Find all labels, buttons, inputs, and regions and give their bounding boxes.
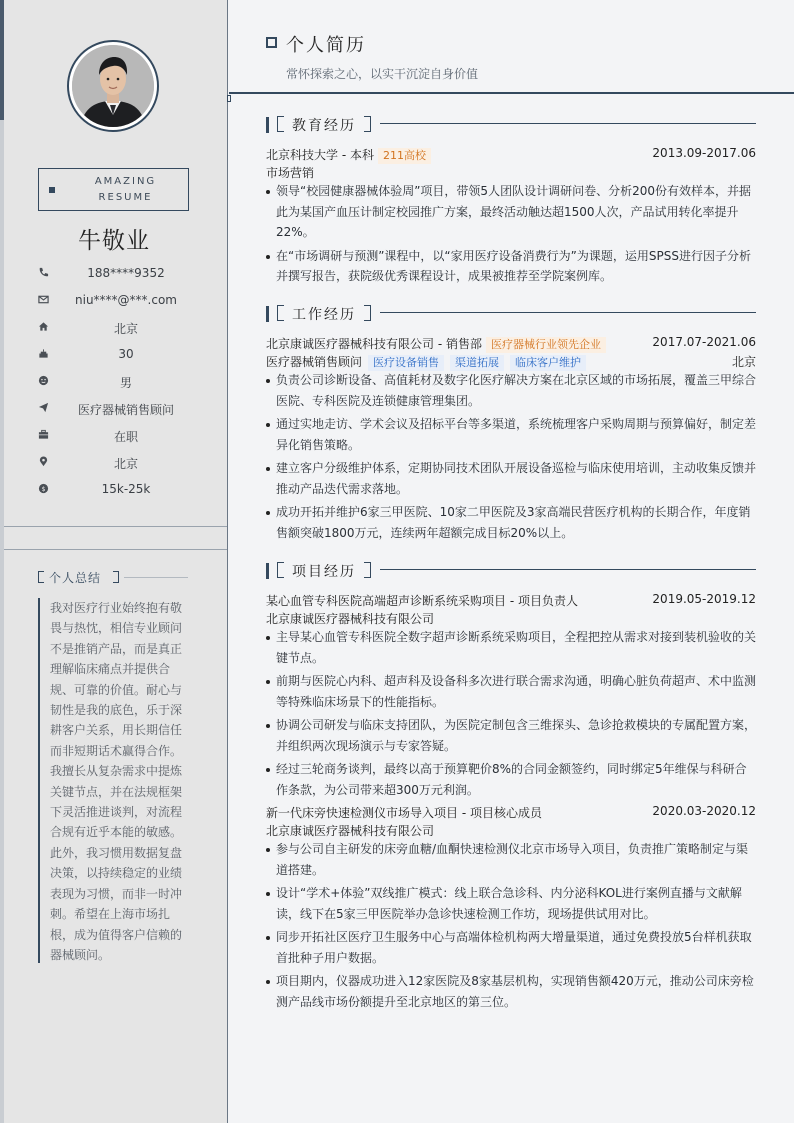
role-tag: 临床客户维护: [510, 355, 586, 371]
info-target-city: [36, 451, 196, 478]
bracket-left-icon: [277, 116, 284, 132]
list-item: 经过三轮商务谈判，最终以高于预算靶价8%的合同金额签约，同时绑定5年维保与科研合作条款，为公司带来超300万元利润。: [266, 759, 756, 800]
project-company-row: [266, 822, 756, 838]
company-tag: 医疗器械行业领先企业: [486, 337, 606, 353]
candidate-name: 牛敬业: [78, 228, 150, 254]
sidebar-edge-accent: [0, 0, 4, 120]
section-line: [380, 569, 756, 570]
section-line: [380, 312, 756, 313]
section-education-heading: [266, 116, 756, 134]
list-item: 协调公司研发与临床支持团队，为医院定制包含三维探头、急诊抢救模块的专属配置方案，并组织两次现场演示与专家答疑。: [266, 715, 756, 756]
role-tag: 医疗设备销售: [368, 355, 444, 371]
cake-icon: [36, 348, 50, 362]
section-projects-heading: [266, 562, 756, 580]
amazing-line2: RESUME: [98, 192, 153, 203]
bracket-right-icon: [364, 305, 371, 321]
salary-value: 15k-25k: [101, 482, 151, 496]
bracket-left-icon: [277, 562, 284, 578]
project-company: 北京康诚医疗器械科技有限公司: [266, 612, 435, 626]
sidebar-divider: [4, 526, 227, 527]
email-value: niu****@***.com: [75, 293, 177, 307]
briefcase-icon: [36, 429, 50, 443]
corner-mark: [227, 95, 231, 102]
summary-title: 个人总结: [49, 571, 102, 585]
project-date: 2019.05-2019.12: [652, 592, 756, 606]
project-entry-head: [266, 804, 756, 822]
education-bullets: [266, 181, 756, 290]
bracket-right-icon: [364, 116, 371, 132]
title-square-icon: [266, 37, 277, 48]
face-icon: [36, 375, 50, 389]
job-role: 医疗器械销售顾问: [266, 355, 363, 369]
school-tag: 211高校: [378, 148, 431, 164]
info-hometown: [36, 316, 196, 343]
phone-icon: [36, 267, 50, 281]
project-entry-head: [266, 592, 756, 610]
summary-heading: [38, 569, 188, 585]
info-salary: [36, 478, 196, 505]
target-city-value: 北京: [113, 457, 138, 471]
target-position-value: 医疗器械销售顾问: [77, 403, 174, 417]
page-title: 个人简历: [286, 35, 366, 56]
school-name: 北京科技大学 - 本科: [266, 148, 374, 162]
info-age: [36, 343, 196, 370]
list-item: 前期与医院心内科、超声科及设备科多次进行联合需求沟通，明确心脏负荷超声、术中监测等特殊临床场景下的性能指标。: [266, 671, 756, 712]
section-bar-icon: [266, 563, 269, 579]
summary-text: 我对医疗行业始终抱有敬畏与热忱，相信专业顾问不是推销产品，而是真正理解临床痛点并提供合规、可靠的价值。耐心与韧性是我的底色，乐于深耕客户关系，用长期信任而非短期话术赢得合作。我擅长从复杂需求中提炼关键节点，并在法规框架下灵活推进谈判，对流程合规有近乎本能的敏感。此外，我习惯用数据复盘决策，以持续稳定的业绩表现为习惯，而非一时冲刺。希望在上海市场扎根，成为值得客户信赖的器械顾问。: [38, 598, 184, 963]
section-title: 教育经历: [292, 118, 356, 134]
list-item: 负责公司诊断设备、高值耗材及数字化医疗解决方案在北京区域的市场拓展，覆盖三甲综合医院、专科医院及连锁健康管理集团。: [266, 370, 756, 411]
project-bullets: [266, 627, 756, 803]
project-name: 某心血管专科医院高端超声诊断系统采购项目 - 项目负责人: [266, 594, 578, 608]
major: 市场营销: [266, 166, 315, 180]
work-role-row: [266, 353, 756, 369]
page-subtitle: 常怀探索之心，以实干沉淀自身价值: [286, 67, 479, 81]
company-name: 北京康诚医疗器械科技有限公司 - 销售部: [266, 337, 482, 351]
info-phone: [36, 262, 196, 289]
phone-value: 188****9352: [87, 266, 165, 280]
work-entry-head: [266, 335, 756, 353]
work-bullets: [266, 370, 756, 546]
project-company: 北京康诚医疗器械科技有限公司: [266, 824, 435, 838]
home-icon: [36, 321, 50, 335]
section-work-heading: [266, 305, 756, 323]
info-email: [36, 289, 196, 316]
section-title: 工作经历: [292, 307, 356, 323]
age-value: 30: [118, 347, 134, 361]
section-line: [380, 123, 756, 124]
work-date: 2017.07-2021.06: [652, 335, 756, 349]
list-item: 同步开拓社区医疗卫生服务中心与高端体检机构两大增量渠道，通过免费投放5台样机获取首批种子用户数据。: [266, 927, 756, 968]
location-icon: [36, 456, 50, 470]
project-company-row: [266, 610, 756, 626]
list-item: 建立客户分级维护体系，定期协同技术团队开展设备巡检与临床使用培训，主动收集反馈并推动产品迭代需求落地。: [266, 458, 756, 499]
list-item: 设计“学术+体验”双线推广模式：线上联合急诊科、内分泌科KOL进行案例直播与文献解读，线下在5家三甲医院举办急诊快速检测工作坊，现场提供试用对比。: [266, 883, 756, 924]
list-item: 项目期内，仪器成功进入12家医院及8家基层机构，实现销售额420万元，推动公司床旁检测产品线市场份额提升至北京地区的第三位。: [266, 971, 756, 1012]
list-item: 参与公司自主研发的床旁血糖/血酮快速检测仪北京市场导入项目，负责推广策略制定与渠道搭建。: [266, 839, 756, 880]
project-bullets: [266, 839, 756, 1015]
list-item: 领导“校园健康器械体验周”项目，带领5人团队设计调研问卷、分析200份有效样本，并据此为某国产血压计制定校园推广方案，最终活动触达超1500人次，产品试用转化率提升22%。: [266, 181, 756, 243]
salary-icon: [36, 483, 50, 497]
mail-icon: [36, 294, 50, 308]
section-bar-icon: [266, 117, 269, 133]
hometown-value: 北京: [113, 322, 138, 336]
role-tag: 渠道拓展: [450, 355, 504, 371]
project-date: 2020.03-2020.12: [652, 804, 756, 818]
bracket-left-icon: [38, 571, 44, 583]
contact-info-list: [36, 262, 196, 505]
svg-text:$: $: [40, 484, 46, 493]
sidebar-divider: [4, 549, 227, 550]
bracket-left-icon: [277, 305, 284, 321]
info-gender: [36, 370, 196, 397]
section-title: 项目经历: [292, 564, 356, 580]
list-item: 在“市场调研与预测”课程中，以“家用医疗设备消费行为”为课题，运用SPSS进行因子分析并撰写报告，获院级优秀课程设计，成果被推荐至学院案例库。: [266, 246, 756, 287]
amazing-resume-box: [38, 168, 189, 211]
work-location: 北京: [731, 355, 756, 369]
status-value: 在职: [113, 430, 138, 444]
summary-heading-line: [124, 577, 188, 578]
amazing-line1: AMAZING: [94, 176, 157, 187]
list-item: 成功开拓并维护6家三甲医院、10家二甲医院及3家高端民营医疗机构的长期合作，年度销售额突破1800万元，连续两年超额完成目标20%以上。: [266, 502, 756, 543]
project-name: 新一代床旁快速检测仪市场导入项目 - 项目核心成员: [266, 806, 542, 820]
info-status: [36, 424, 196, 451]
sidebar: [0, 0, 228, 1123]
education-date: 2013.09-2017.06: [652, 146, 756, 160]
education-major-row: [266, 164, 756, 180]
bracket-right-icon: [113, 571, 119, 583]
list-item: 通过实地走访、学术会议及招标平台等多渠道，系统梳理客户采购周期与预算偏好，制定差异化销售策略。: [266, 414, 756, 455]
square-bullet-icon: [49, 187, 55, 193]
list-item: 主导某心血管专科医院全数字超声诊断系统采购项目，全程把控从需求对接到装机验收的关键节点。: [266, 627, 756, 668]
gender-value: 男: [119, 376, 132, 390]
main-content: [229, 0, 794, 1123]
section-bar-icon: [266, 306, 269, 322]
bracket-right-icon: [364, 562, 371, 578]
avatar-photo: [72, 45, 154, 127]
avatar: [67, 40, 159, 132]
education-entry-head: [266, 146, 756, 164]
sidebar-edge: [0, 0, 4, 1123]
send-icon: [36, 402, 50, 416]
info-target-position: [36, 397, 196, 424]
header-divider: [229, 92, 794, 94]
